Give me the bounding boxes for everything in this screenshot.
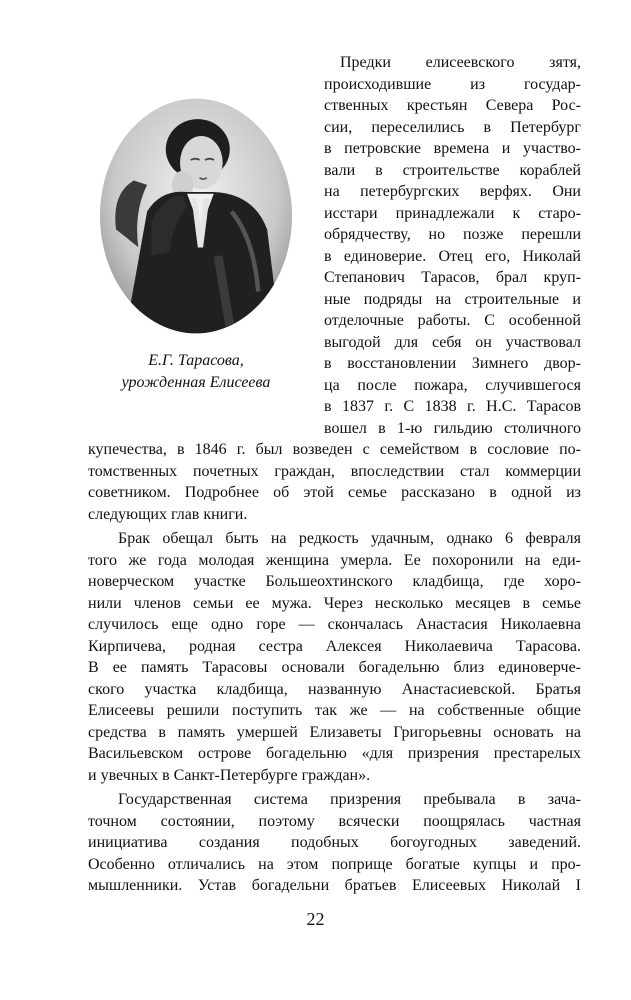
text-line: томственных почетных граждан, впоследствии стал коммерции bbox=[88, 462, 581, 480]
text-line: вали в строительстве кораблей bbox=[324, 161, 581, 179]
text-line: Васильевском острове богадельню «для призрения престарелых bbox=[88, 745, 581, 762]
text-line: исстари принадлежали к старо- bbox=[324, 204, 581, 222]
text-line: случилось еще одно горе — скончалась Анастасия Николаевна bbox=[88, 616, 581, 633]
text-line: происходившие из государ- bbox=[324, 75, 581, 93]
text-line: советником. Подробнее об этой семье рассказано в одной из bbox=[88, 484, 581, 501]
page-number: 22 bbox=[306, 908, 325, 929]
text-line: ского участка кладбища, названную Анастасиевской. Братья bbox=[88, 680, 581, 698]
text-line: инициатива создания подобных богоугодных заведений. bbox=[88, 834, 581, 851]
text-line: вошел в 1-ю гильдию столичного bbox=[324, 419, 581, 437]
text-line: ные подряды на строительные и bbox=[324, 290, 581, 308]
figure-caption bbox=[86, 350, 306, 394]
text-line: Государственная система призрения пребывала в зача- bbox=[118, 791, 581, 808]
caption-maiden-name: урожденная Елисеева bbox=[121, 374, 271, 391]
text-line: нили членов семьи ее мужа. Через несколько месяцев в семье bbox=[88, 594, 581, 612]
text-line: ца после пожара, случившегося bbox=[324, 376, 581, 394]
text-line: мышленники. Устав богадельни братьев Елисеевых Николай I bbox=[88, 877, 581, 894]
text-line: Предки елисеевского зятя, bbox=[340, 54, 581, 71]
text-line: новерческом участке Большеохтинского кладбища, где хоро- bbox=[88, 573, 581, 590]
text-line: купечества, в 1846 г. был возведен с семейством в сословие по- bbox=[88, 441, 581, 458]
text-line: в восстановлении Зимнего двор- bbox=[324, 355, 581, 372]
text-line: средства в память умершей Елизаветы Григорьевны основать на bbox=[88, 723, 581, 741]
text-line: В ее память Тарасовы основали богадельню близ единоверче- bbox=[88, 659, 581, 676]
text-line: в 1837 г. С 1838 г. Н.С. Тарасов bbox=[324, 398, 581, 415]
text-line: Брак обещал быть на редкость удачным, однако 6 февраля bbox=[118, 530, 581, 547]
text-line: сии, переселились в Петербург bbox=[324, 118, 581, 136]
text-line: ственных крестьян Севера Рос- bbox=[324, 97, 581, 114]
portrait-photo bbox=[86, 96, 306, 336]
text-line: следующих глав книги. bbox=[88, 505, 248, 523]
text-line: выгодой для себя он участвовал bbox=[324, 333, 581, 351]
text-line: того же года молодая женщина умерла. Ее похоронили на еди- bbox=[88, 551, 581, 569]
text-line: на петербургских верфях. Они bbox=[324, 183, 581, 200]
caption-name: Е.Г. Тарасова, bbox=[148, 352, 244, 369]
text-line: в петровские времена и участво- bbox=[324, 140, 581, 157]
text-line: и увечных в Санкт-Петербурге граждан». bbox=[88, 766, 371, 784]
text-line: отделочные работы. С особенной bbox=[324, 312, 581, 329]
text-line: Степанович Тарасов, брал круп- bbox=[324, 269, 581, 286]
text-line: Особенно отличались на этом поприще богатые купцы и про- bbox=[88, 855, 581, 873]
text-line: точном состоянии, поэтому всячески поощрялась частная bbox=[88, 812, 581, 830]
text-line: в единоверие. Отец его, Николай bbox=[324, 247, 581, 265]
text-line: обрядчеству, но позже перешли bbox=[324, 226, 581, 243]
text-line: Кирпичева, родная сестра Алексея Николаевича Тарасова. bbox=[88, 637, 581, 655]
text-line: Елисеевы решили поступить так же — на собственные общие bbox=[88, 702, 581, 719]
